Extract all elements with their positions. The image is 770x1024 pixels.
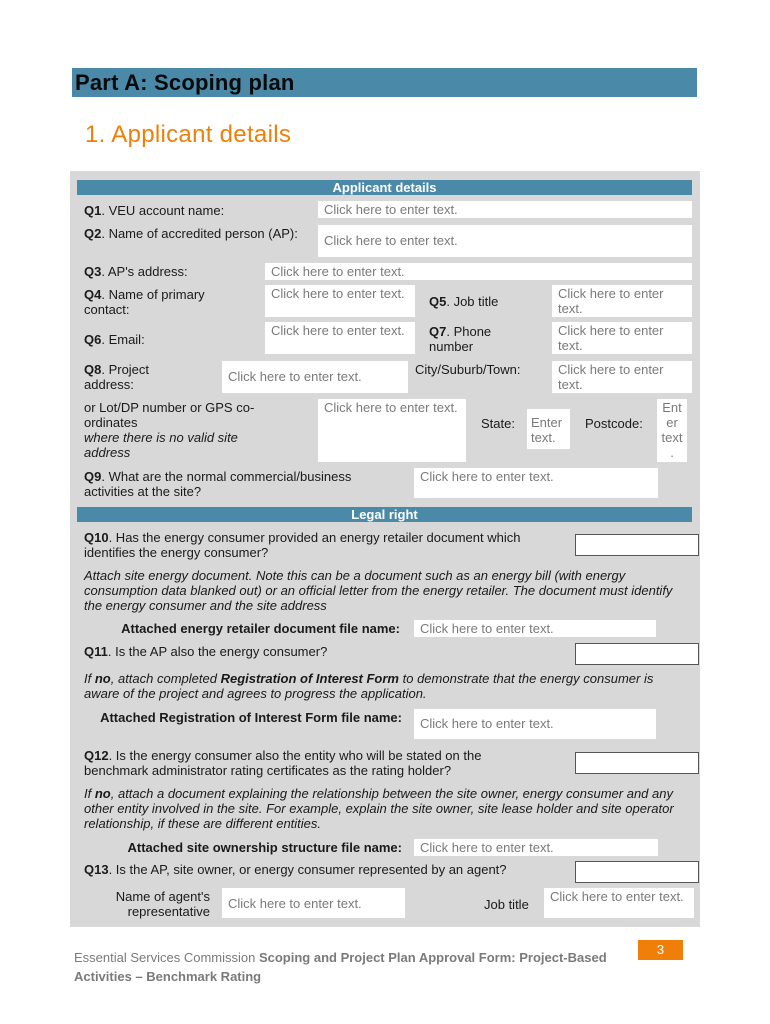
q8-project-address-field[interactable]: Click here to enter text.	[222, 361, 408, 393]
q5-label: Q5. Job title	[429, 294, 499, 309]
state-field[interactable]: Enter text.	[527, 409, 570, 449]
lot-dp-field[interactable]: Click here to enter text.	[318, 399, 466, 462]
lot-dp-label: or Lot/DP number or GPS co-ordinates where there is no valid site address	[84, 400, 255, 460]
applicant-details-header: Applicant details	[77, 180, 692, 195]
section-title: 1. Applicant details	[85, 121, 292, 148]
q6-label: Q6. Email:	[84, 332, 145, 347]
q13-label: Q13. Is the AP, site owner, or energy consumer represented by an agent?	[84, 862, 507, 877]
q12-note: If no, attach a document explaining the relationship between the site owner, energy consumer and any other entity involved in the site. For example, explain the site owner, site lease holder and site operator relationship, if these are different entities.	[84, 786, 674, 831]
legal-right-header: Legal right	[77, 507, 692, 522]
agent-job-title-field[interactable]: Click here to enter text.	[544, 888, 694, 918]
q12-answer-box[interactable]	[575, 752, 699, 774]
q8-label: Q8. Project address:	[84, 362, 150, 392]
q1-account-name-field[interactable]: Click here to enter text.	[318, 201, 692, 218]
q12-attach-field[interactable]: Click here to enter text.	[414, 839, 658, 856]
q10-answer-box[interactable]	[575, 534, 699, 556]
q3-label: Q3. AP's address:	[84, 264, 188, 279]
q2-label: Q2. Name of accredited person (AP):	[84, 226, 298, 241]
agent-representative-label: Name of agent's representative	[115, 889, 210, 919]
q3-ap-address-field[interactable]: Click here to enter text.	[265, 263, 692, 280]
q10-note: Attach site energy document. Note this can be a document such as an energy bill (with energy consumption data blanked out) or an official letter from the energy retailer. The document must identify the energy consumer and the site address	[84, 568, 673, 613]
q1-label: Q1. VEU account name:	[84, 203, 225, 218]
q2-accredited-person-field[interactable]: Click here to enter text.	[318, 225, 692, 257]
agent-representative-field[interactable]: Click here to enter text.	[222, 888, 405, 918]
q11-answer-box[interactable]	[575, 643, 699, 665]
q10-attach-field[interactable]: Click here to enter text.	[414, 620, 656, 637]
q11-note: If no, attach completed Registration of Interest Form to demonstrate that the energy consumer is aware of the project and agrees to progress the application.	[84, 671, 654, 701]
page-number: 3	[638, 940, 683, 960]
state-label: State:	[481, 416, 515, 431]
q11-attach-label: Attached Registration of Interest Form file name:	[100, 710, 402, 725]
q11-label: Q11. Is the AP also the energy consumer?	[84, 644, 328, 659]
city-suburb-town-label: City/Suburb/Town:	[415, 362, 521, 377]
q7-label: Q7. Phone number	[429, 324, 492, 354]
footer-text: Essential Services Commission Scoping and Project Plan Approval Form: Project-Based Activities – Benchmark Rating	[74, 950, 607, 984]
q4-primary-contact-field[interactable]: Click here to enter text.	[265, 285, 415, 317]
agent-job-title-label: Job title	[484, 897, 529, 912]
q7-phone-field[interactable]: Click here to enter text.	[552, 322, 692, 354]
city-suburb-town-field[interactable]: Click here to enter text.	[552, 361, 692, 393]
q12-label: Q12. Is the energy consumer also the entity who will be stated on the benchmark administrator rating certificates as the rating holder?	[84, 748, 482, 778]
q5-job-title-field[interactable]: Click here to enter text.	[552, 285, 692, 317]
q6-email-field[interactable]: Click here to enter text.	[265, 322, 415, 354]
q10-attach-label: Attached energy retailer document file name:	[121, 621, 400, 636]
q13-answer-box[interactable]	[575, 861, 699, 883]
postcode-field[interactable]: Enter text.	[657, 399, 687, 462]
q11-attach-field[interactable]: Click here to enter text.	[414, 709, 656, 739]
q10-label: Q10. Has the energy consumer provided an energy retailer document which identifies the energy consumer?	[84, 530, 521, 560]
q12-attach-label: Attached site ownership structure file name:	[127, 840, 402, 855]
q9-label: Q9. What are the normal commercial/business activities at the site?	[84, 469, 352, 499]
q9-activities-field[interactable]: Click here to enter text.	[414, 468, 658, 498]
q4-label: Q4. Name of primary contact:	[84, 287, 205, 317]
part-title: Part A: Scoping plan	[75, 70, 295, 95]
postcode-label: Postcode:	[585, 416, 643, 431]
